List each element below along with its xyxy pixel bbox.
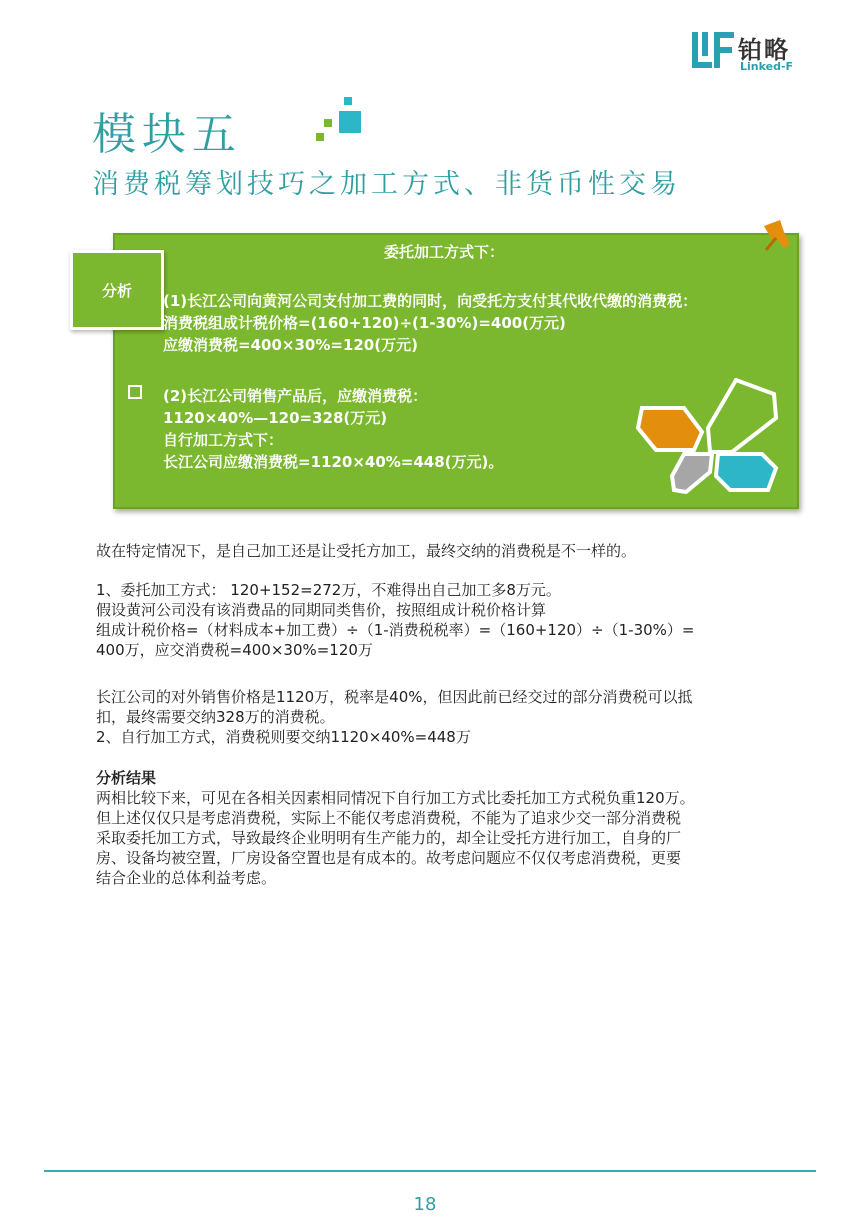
card-block-entrusted bbox=[163, 290, 697, 356]
body-block-entrusted bbox=[96, 580, 695, 660]
module-title: 模块五 bbox=[92, 109, 242, 160]
body-line: 假设黄河公司没有该消费品的同期同类售价，按照组成计税价格计算 bbox=[96, 601, 547, 619]
decorative-squares-icon bbox=[316, 97, 366, 145]
body-line: 结合企业的总体利益考虑。 bbox=[96, 869, 277, 887]
body-block-sales bbox=[96, 687, 693, 747]
card-line: 自行加工方式下： bbox=[163, 431, 284, 449]
module-subtitle: 消费税筹划技巧之加工方式、非货币性交易 bbox=[92, 169, 681, 200]
analysis-tag: 分析 bbox=[70, 250, 164, 330]
body-line: 两相比较下来，可见在各相关因素相同情况下自行加工方式比委托加工方式税负重120万。 bbox=[96, 789, 695, 807]
body-line: 房、设备均被空置，厂房设备空置也是有成本的。故考虑问题应不仅仅考虑消费税，更要 bbox=[96, 849, 682, 867]
body-line: 2、自行加工方式，消费税则要交纳1120×40%=448万 bbox=[96, 728, 471, 746]
body-line: 400万，应交消费税=400×30%=120万 bbox=[96, 641, 373, 659]
body-block-result bbox=[96, 788, 695, 888]
card-line: 长江公司应缴消费税=1120×40%=448(万元)。 bbox=[163, 453, 504, 471]
card-heading: 委托加工方式下： bbox=[384, 243, 505, 261]
footer-divider bbox=[44, 1170, 816, 1172]
body-line: 扣，最终需要交纳328万的消费税。 bbox=[96, 708, 335, 726]
logo-mark-icon bbox=[692, 32, 736, 72]
body-intro: 故在特定情况下，是自己加工还是让受托方加工，最终交纳的消费税是不一样的。 bbox=[96, 542, 637, 560]
bullet-square-icon bbox=[128, 385, 142, 399]
petal-decoration-icon bbox=[636, 378, 782, 494]
card-line: 应缴消费税=400×30%=120(万元) bbox=[163, 336, 418, 354]
result-heading: 分析结果 bbox=[96, 769, 157, 787]
body-line: 组成计税价格=（材料成本+加工费）÷（1-消费税税率）=（160+120）÷（1-30%）= bbox=[96, 621, 695, 639]
body-line: 1、委托加工方式： 120+152=272万，不难得出自己加工多8万元。 bbox=[96, 581, 561, 599]
logo-subtitle: Linked-F bbox=[740, 60, 794, 73]
body-line: 但上述仅仅只是考虑消费税，实际上不能仅考虑消费税，不能为了追求少交一部分消费税 bbox=[96, 809, 682, 827]
card-line: 消费税组成计税价格=(160+120)÷(1-30%)=400(万元) bbox=[163, 314, 566, 332]
brand-logo bbox=[690, 30, 820, 75]
card-line: (2)长江公司销售产品后，应缴消费税： bbox=[163, 387, 428, 405]
body-line: 长江公司的对外销售价格是1120万，税率是40%，但因此前已经交过的部分消费税可以抵 bbox=[96, 688, 693, 706]
body-line: 采取委托加工方式，导致最终企业明明有生产能力的，却全让受托方进行加工，自身的厂 bbox=[96, 829, 682, 847]
card-line: 1120×40%—120=328(万元) bbox=[163, 409, 388, 427]
page-number: 18 bbox=[413, 1194, 437, 1215]
card-block-self-processing bbox=[163, 385, 503, 473]
pushpin-icon bbox=[758, 218, 794, 254]
card-line: (1)长江公司向黄河公司支付加工费的同时，向受托方支付其代收代缴的消费税： bbox=[163, 292, 698, 310]
logo-brand-text: 铂略 bbox=[738, 36, 790, 64]
